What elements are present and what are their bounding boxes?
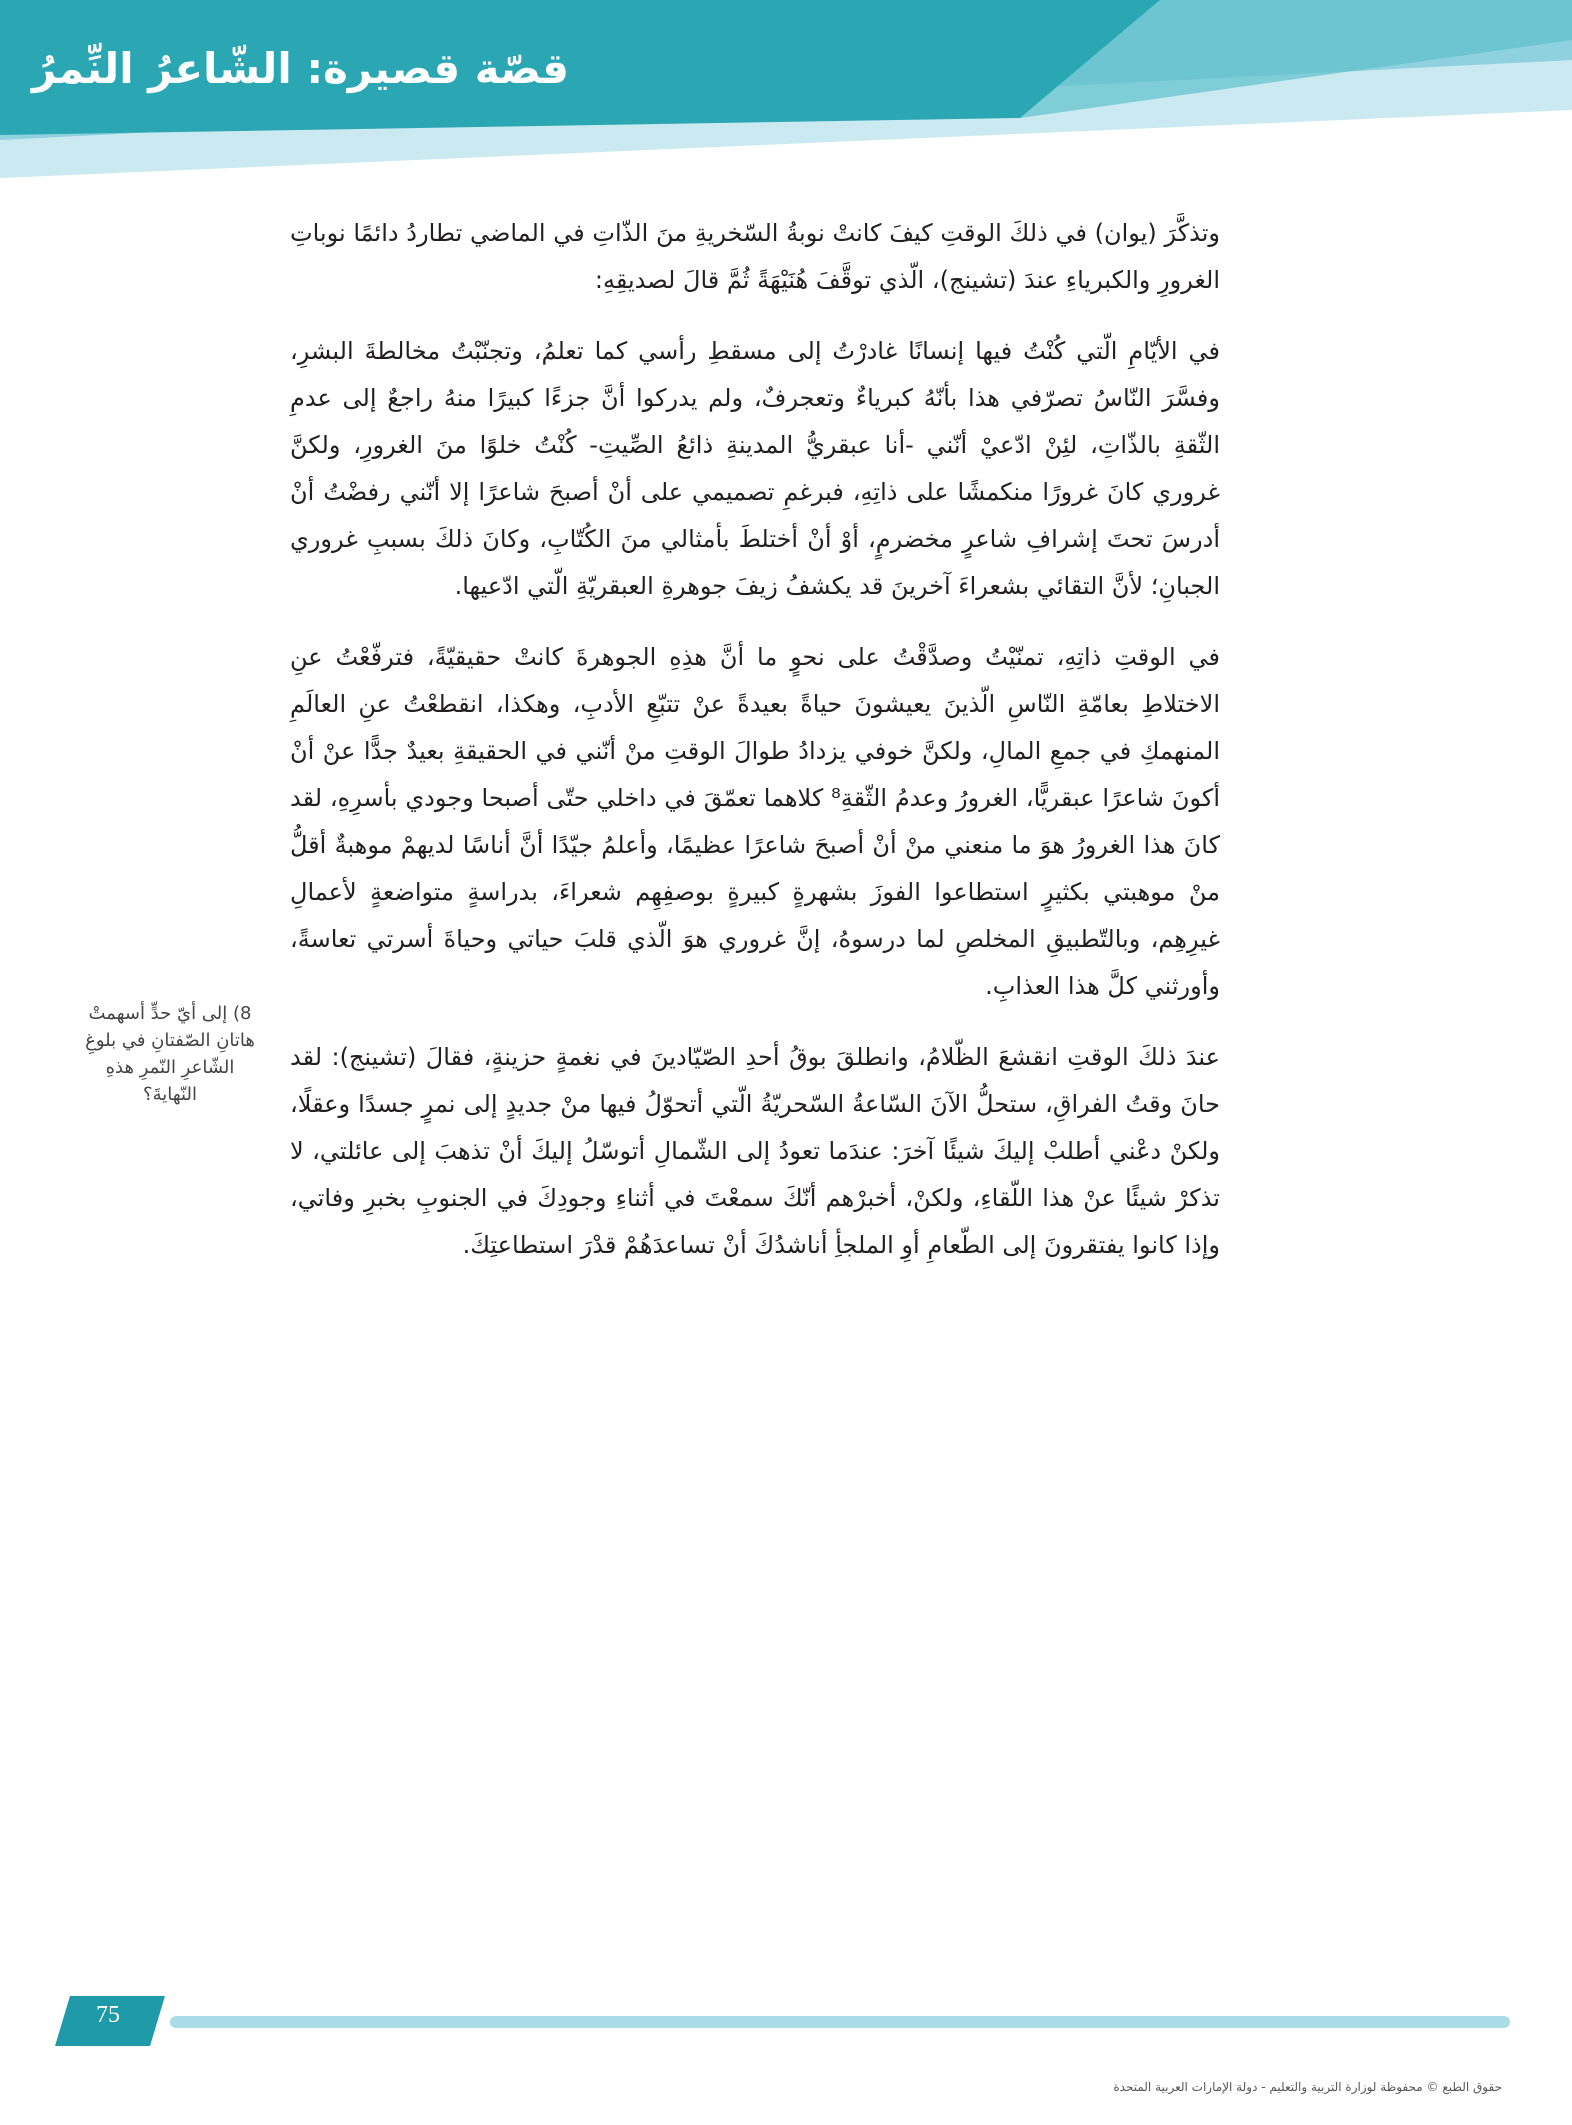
paragraph-4: عندَ ذلكَ الوقتِ انقشعَ الظّلامُ، وانطلقَ بوقُ أحدِ الصّيّادينَ في نغمةٍ حزينةٍ، فقالَ (تشينج): لقد حانَ وقتُ الفراقِ، ستحلُّ الآنَ السّاعةُ السّحريّةُ الّتي أتحوّلُ فيها منْ جديدٍ إلى نمرٍ جسدًا وعقلًا، ولكنْ دعْني أطلبْ إليكَ شيئًا آخرَ: عندَما تعودُ إلى الشّمالِ أتوسّلُ إليكَ أنْ تذهبَ إلى عائلتي، لا تذكرْ شيئًا عنْ هذا اللّقاءِ، ولكنْ، أخبرْهم أنّكَ سمعْتَ في أثناءِ وجودِكَ في الجنوبِ بخبرِ وفاتي، وإذا كانوا يفتقرونَ إلى الطّعامِ أوِ الملجأِ أناشدُكَ أنْ تساعدَهُمْ قدْرَ استطاعتِكَ.: [290, 1043, 1220, 1259]
footer-bar: [0, 1990, 1572, 2050]
paragraph-2: في الأيّامِ الّتي كُنْتُ فيها إنسانًا غادرْتُ إلى مسقطِ رأسي كما تعلمُ، وتجنّبْتُ مخالطةَ البشرِ، وفسَّرَ النّاسُ تصرّفي هذا بأنّهُ كبرياءٌ وتعجرفٌ، ولم يدركوا أنَّ جزءًا كبيرًا منهُ راجعٌ إلى عدمِ الثّقةِ بالذّاتِ، لئِنْ ادّعيْ أنّني -أنا عبقريُّ المدينةِ ذائعُ الصِّيتِ- كُنْتُ خلوًا منَ الغرورِ، ولكنَّ غروري كانَ غرورًا منكمشًا على ذاتِهِ، فبرغمِ تصميمي على أنْ أصبحَ شاعرًا إلا أنّني رفضْتُ أنْ أدرسَ تحتَ إشرافِ شاعرٍ مخضرمٍ، أوْ أنْ أختلطَ بأمثالي منَ الكُتّابِ، وكانَ ذلكَ بسببِ غروري الجبانِ؛ لأنَّ التقائي بشعراءَ آخرينَ قد يكشفُ زيفَ جوهرةِ العبقريّةِ الّتي ادّعيها.: [290, 337, 1220, 600]
copyright-notice: حقوق الطبع © محفوظة لوزارة التربية والتعليم - دولة الإمارات العربية المتحدة: [1113, 2080, 1502, 2094]
page-number: 75: [96, 2002, 120, 2028]
paragraph-1: وتذكَّرَ (يوان) في ذلكَ الوقتِ كيفَ كانتْ نوبةُ السّخريةِ منَ الذّاتِ في الماضي تطاردُ دائمًا نوباتِ الغرورِ والكبرياءِ عندَ (تشينج)، الّذي توقَّفَ هُنَيْهَةً ثُمَّ قالَ لصديقِهِ:: [290, 219, 1220, 294]
header-banner: [0, 0, 1572, 190]
paragraph-3: في الوقتِ ذاتِهِ، تمنّيْتُ وصدَّقْتُ على نحوٍ ما أنَّ هذِهِ الجوهرةَ كانتْ حقيقيّةً، فترفّعْتُ عنِ الاختلاطِ بعامّةِ النّاسِ الّذينَ يعيشونَ حياةً بعيدةً عنْ تتبّعِ الأدبِ، وهكذا، انقطعْتُ عنِ العالَمِ المنهمكِ في جمعِ المالِ، ولكنَّ خوفي يزدادُ طوالَ الوقتِ منْ أنّني في الحقيقةِ بعيدٌ جدًّا عنْ أنْ أكونَ شاعرًا عبقريًّا، الغرورُ وعدمُ الثّقةِ⁸ كلاهما تعمّقَ في داخلي حتّى أصبحا وجودي بأسرِهِ، لقد كانَ هذا الغرورُ هوَ ما منعني منْ أنْ أصبحَ شاعرًا عظيمًا، وأعلمُ جيّدًا أنَّ أناسًا لديهمْ موهبةٌ أقلُّ منْ موهبتي بكثيرٍ استطاعوا الفوزَ بشهرةٍ كبيرةٍ بوصفِهِم شعراءَ، بدراسةٍ متواضعةٍ لأعمالِ غيرِهِم، وبالتّطبيقِ المخلصِ لما درسوهُ، إنَّ غروري هوَ الّذي قلبَ حياتي وحياةَ أسرتي تعاسةً، وأورثني كلَّ هذا العذابِ.: [290, 643, 1220, 1000]
chapter-title: قصّة قصيرة: الشّاعرُ النِّمرُ: [32, 44, 570, 93]
story-body: [290, 210, 1220, 1293]
margin-question: 8) إلى أيّ حدٍّ أسهمتْ هاتانِ الصّفتانِ في بلوغِ الشّاعرِ النّمرِ هذهِ النّهايةَ؟: [85, 1003, 255, 1105]
footer-line: [170, 2016, 1510, 2028]
